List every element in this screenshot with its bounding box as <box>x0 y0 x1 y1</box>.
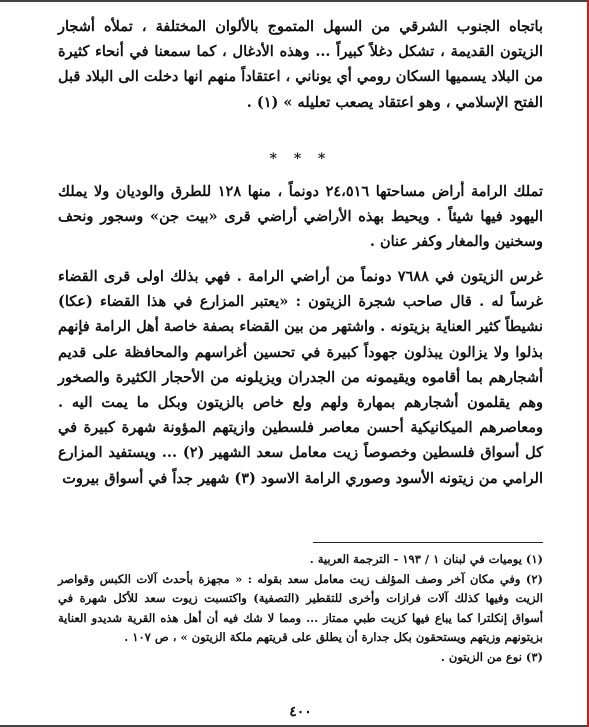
footnote-3: (٣) نوع من الزيتون . <box>440 649 543 664</box>
footnote-divider <box>313 542 543 543</box>
page-number: ٤٠٠ <box>289 704 312 720</box>
footnote-1: (١) يوميات في لبنان ١ / ١٩٣ - الترجمة العربية . <box>309 552 543 566</box>
footnotes <box>58 550 543 667</box>
paragraph-2: تملك الرامة أراض مساحتها ٢٤،٥١٦ دونماً ، منها ١٢٨ للطرق والوديان ولا يملك اليهود فيها شيئاً . ويحيط بهذه الأراضي أراضي قرى «بيت جن» وسجور ونحف وسخنين والمغار وكفر عنان . <box>58 183 543 251</box>
paragraph-3: غرس الزيتون في ٧٦٨٨ دونماً من أراضي الرامة . فهي بذلك اولى قرى القضاء غرساً له . قال صاحب شجرة الزيتون : «يعتبر المزارع في هذا القضاء (عكا) نشيطاً كثير العناية بزيتونه . واشتهر من بين القضاء بصفة خاصة أهل الرامة فإنهم بذلوا ولا يزالون يبذلون جهوداً كبيرة في تحسين أغراسهم والمحافظة على قديم أشجارهم بما أقاموه ويقيمونه من الجدران ويزيلونه من الأحجار الكثيرة والصخور وهم يقلمون أشجارهم بمهارة ولهم ولع خاص بالزيتون وبكل ما يمت اليه . ومعاصرهم الميكانيكية أحسن معاصر فلسطين وازيتهم المؤونة شهرة كبيرة في كل أسواق فلسطين وخصوصاً زيت معامل سعد الشهير (٢) ... ويستفيد المزارع الرامي من زيتونه الأسود وصوري الرامة الاسود (٣) شهير جداً في أسواق بيروت <box>58 268 543 487</box>
footnote-2: (٢) وفي مكان آخر وصف المؤلف زيت معامل سعد بقوله : « مجهزة بأحدث آلات الكبس وقواصر الزيت وفيها كذلك آلات فرازات وأخرى للتقطير (التصفية) واكتسبت زيوت سعد للأكل شهرة في أسواق إنكلترا كما يباع فيها كزيت طبي ممتاز ... ومما لا شك فيه أن أهل هذه القرية شديدو العناية بزيتونهم وزيتهم ويستحقون بكل جدارة أن يطلق على قريتهم ملكة الزيتون » ، ص ١٠٧ . <box>58 571 543 644</box>
section-separator: * * * <box>269 151 332 167</box>
document-page <box>58 14 543 727</box>
paragraph-1: باتجاه الجنوب الشرقي من السهل المتموج بالألوان المختلفة ، تملأه أشجار الزيتون القديمة ، تشكل دغلاً كبيراً ... وهذه الأدغال ، كما سمعنا في أنحاء كثيرة من البلاد يسميها السكان رومي أي يوناني ، اعتقاداً منهم انها دخلت الى البلاد قبل الفتح الإسلامي ، وهو اعتقاد يصعب تعليله » (١) . <box>58 18 543 111</box>
